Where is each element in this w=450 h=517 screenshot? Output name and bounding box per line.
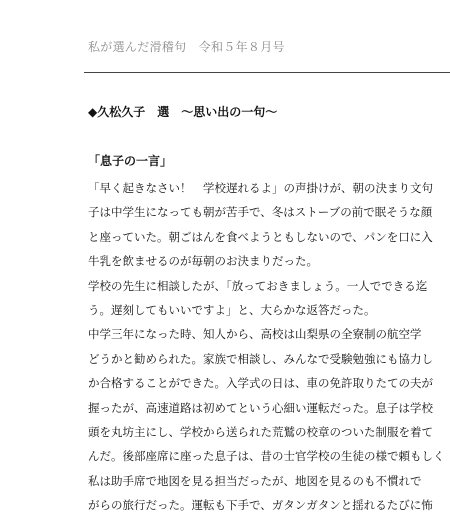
- body-line: う。遅刻してもいいですよ」と、大らかな返答だった。: [88, 302, 376, 317]
- body-line: 牛乳を飲ませるのが毎朝のお決まりだった。: [88, 254, 318, 269]
- body-line: 学校の先生に相談したが、「放っておきましょう。一人でできる迄: [88, 278, 428, 293]
- body-line: 握ったが、高速道路は初めてという心細い運転だった。息子は学校: [88, 400, 433, 415]
- body-line: 中学三年になった時、知人から、高校は山梨県の全寮制の航空学: [88, 327, 422, 342]
- body-line: 頭を丸坊主にし、学校から送られた荒鷲の校章のついた制服を着て: [88, 424, 433, 439]
- body-line: と座っていた。朝ごはんを食べようともしないので、パンを口に入: [88, 229, 433, 244]
- essay-body: [88, 176, 450, 517]
- header-divider: [84, 72, 450, 73]
- selector-heading: ◆久松久子 選 ～思い出の一句～: [88, 105, 278, 119]
- body-line: どうかと勧められた。家族で相談し、みんなで受験勉強にも協力し: [88, 351, 433, 366]
- essay-title: 「息子の一言」: [88, 154, 173, 168]
- body-line: 子は中学生になっても朝が苦手で、冬はストーブの前で眠そうな顔: [88, 205, 433, 220]
- body-line: か合格することができた。入学式の日は、車の免許取りたての夫が: [88, 376, 433, 391]
- body-line: んだ。後部座席に座った息子は、昔の士官学校の生徒の様で頼もしく: [88, 449, 445, 464]
- body-line: 私は助手席で地図を見る担当だったが、地図を見るのも不慣れで: [88, 473, 422, 488]
- body-line: 「早く起きなさい！ 学校遅れるよ」の声掛けが、朝の決まり文句: [88, 181, 433, 195]
- page-header: 私が選んだ滑稽句 令和５年８月号: [88, 40, 285, 54]
- body-line: がらの旅行だった。運転も下手で、ガタンガタンと揺れるたびに怖: [88, 498, 433, 513]
